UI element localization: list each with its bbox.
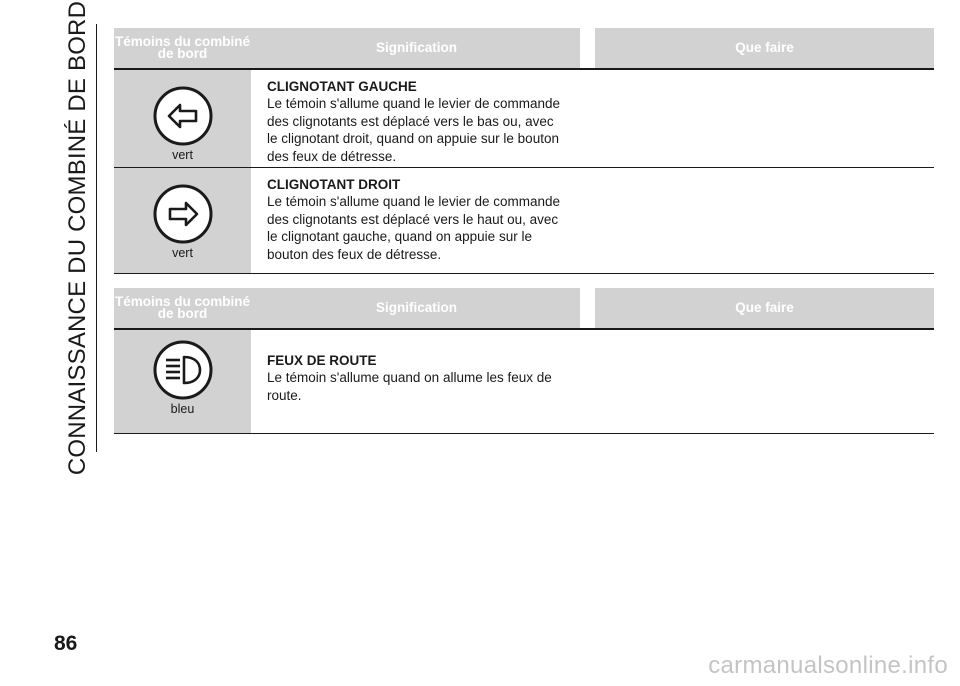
table-header-row [114,28,934,70]
indicator-title: FEUX DE ROUTE [267,353,377,368]
table-header-row [114,288,934,330]
header-action: Que faire [735,300,794,315]
header-indicators: Témoins du combiné de bord [114,294,250,321]
description-line: Le témoin s'allume quand on allume les feux de [267,370,552,386]
description-line: des clignotants est déplacé vers le bas ou, avec [267,113,554,129]
side-section-title [60,0,97,476]
indicator-color-label: vert [172,246,193,260]
right-turn-signal-icon [153,184,213,244]
header-action: Que faire [735,40,794,55]
description-line: des clignotants est déplacé vers le haut ou, avec [267,211,559,227]
indicator-table-1 [114,28,934,274]
table-row [114,70,934,168]
table-row [114,330,934,434]
header-indicators: Témoins du combiné de bord [114,34,250,61]
high-beam-icon [153,340,213,400]
action-cell [594,168,934,273]
header-meaning: Signification [376,300,457,315]
description-line: bouton des feux de détresse. [267,246,442,262]
indicator-color-label: vert [172,148,193,162]
indicator-cell [114,168,251,273]
left-turn-signal-icon [153,86,213,146]
meaning-cell [251,70,594,167]
meaning-cell [251,168,594,273]
table-row [114,168,934,274]
description-line: le clignotant gauche, quand on appuie sur le [267,229,532,245]
description-line: le clignotant droit, quand on appuie sur le bouton [267,131,559,147]
action-cell [594,70,934,167]
indicator-title: CLIGNOTANT GAUCHE [267,79,417,94]
action-cell [594,330,934,433]
page-number: 86 [54,632,78,655]
header-meaning: Signification [376,40,457,55]
description-line: Le témoin s'allume quand le levier de commande [267,194,560,210]
indicator-cell [114,70,251,167]
description-line: des feux de détresse. [267,148,397,164]
indicator-cell [114,330,251,433]
meaning-cell [251,330,594,433]
indicator-title: CLIGNOTANT DROIT [267,177,401,192]
watermark: carmanualsonline.info [708,652,948,679]
indicator-color-label: bleu [170,402,195,416]
indicator-table-2 [114,288,934,434]
side-section-title-text: CONNAISSANCE DU COMBINÉ DE BORD [64,0,91,476]
description-line: Le témoin s'allume quand le levier de commande [267,96,560,112]
description-line: route. [267,387,302,403]
